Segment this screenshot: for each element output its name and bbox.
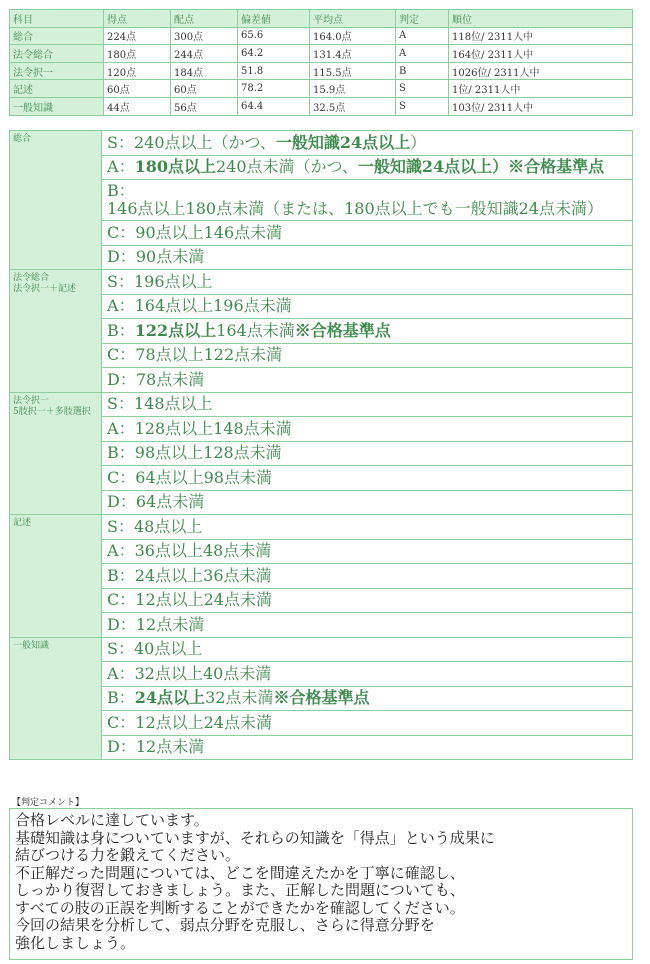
criteria-row	[10, 319, 633, 344]
criteria-row	[10, 270, 633, 295]
category-subtitle: 法令択一＋記述	[13, 284, 77, 294]
grade-letter: S	[107, 516, 118, 536]
criteria-row	[10, 515, 633, 540]
category-title: 記述	[13, 518, 32, 528]
score-cell: 60点	[104, 80, 171, 98]
criteria-text-bold: 180点以上	[134, 157, 216, 177]
deviation-cell: 78.2	[238, 80, 310, 98]
criteria-text-bold: 122点以上	[134, 320, 217, 340]
score-table	[9, 9, 633, 116]
criteria-row	[10, 180, 633, 221]
subject-cell: 総合	[10, 27, 104, 45]
comment-line: 強化しましょう。	[15, 933, 136, 952]
comment-label: 【判定コメント】	[12, 798, 85, 808]
criteria-item: B：24点以上32点未満※合格基準点	[102, 686, 633, 711]
rank-cell: 103位/ 2311人中	[449, 97, 633, 115]
comment-line: 合格レベルに達しています。	[15, 811, 209, 829]
criteria-item: A：128点以上148点未満	[102, 417, 633, 442]
category-title: 総合	[13, 134, 32, 144]
criteria-item: B：98点以上128点未満	[102, 441, 633, 466]
criteria-item: S：48点以上	[102, 515, 633, 540]
table-row	[10, 62, 633, 80]
average-cell: 32.5点	[310, 97, 396, 115]
criteria-text: 64点未満	[135, 492, 205, 512]
criteria-item: S：40点以上	[102, 637, 633, 662]
criteria-text: 32点未満	[205, 688, 274, 708]
criteria-row	[10, 131, 633, 156]
criteria-text: 12点以上24点未満	[135, 712, 272, 732]
table-row	[10, 45, 633, 63]
comment-line: すべての肢の正誤を判断することができたかを確認してください。	[15, 898, 465, 917]
criteria-text-bold: ※合格基準点	[294, 320, 391, 340]
score-cell: 120点	[104, 62, 171, 80]
criteria-item: C：12点以上24点未満	[102, 711, 633, 736]
grade-letter: D	[107, 369, 120, 389]
criteria-row	[10, 466, 633, 491]
criteria-text: 40点以上	[133, 639, 203, 659]
criteria-row	[10, 637, 633, 662]
header-rank: 順位	[449, 10, 633, 28]
grade-letter: B	[107, 181, 119, 200]
criteria-item: S：196点以上	[102, 270, 633, 295]
subject-cell: 法令択一	[10, 62, 104, 80]
grade-cell: S	[396, 80, 449, 98]
grade-letter: S	[107, 271, 118, 291]
max-cell: 56点	[171, 97, 238, 115]
deviation-cell: 51.8	[238, 62, 310, 80]
criteria-item: S：240点以上（かつ、一般知識24点以上）	[102, 131, 633, 156]
rank-cell: 1位/ 2311人中	[449, 80, 633, 98]
grade-letter: C	[107, 712, 120, 732]
criteria-item: D：12点未満	[102, 613, 633, 638]
grade-letter: A	[107, 418, 119, 438]
criteria-category	[10, 637, 102, 760]
average-cell: 15.9点	[310, 80, 396, 98]
header-grade: 判定	[396, 10, 449, 28]
criteria-text-bold: 一般知識24点以上）※合格基準点	[357, 157, 605, 177]
criteria-item: C：90点以上146点未満	[102, 221, 633, 246]
comment-line: 不正解だった問題については、どこを間違えたかを丁寧に確認し、	[15, 863, 465, 882]
average-cell: 115.5点	[310, 62, 396, 80]
criteria-text: 128点以上148点未満	[134, 418, 292, 438]
score-cell: 180点	[104, 45, 171, 63]
average-cell: 131.4点	[310, 45, 396, 63]
criteria-text: 64点以上98点未満	[135, 467, 272, 487]
category-subtitle: 5肢択一＋多肢選択	[13, 406, 91, 417]
criteria-item: S：148点以上	[102, 392, 633, 417]
criteria-category	[10, 270, 102, 393]
criteria-item: C：78点以上122点未満	[102, 343, 633, 368]
deviation-cell: 65.6	[238, 27, 310, 45]
grade-letter: B	[107, 320, 119, 340]
criteria-item: D：12点未満	[102, 735, 633, 760]
grade-letter: A	[107, 541, 119, 561]
criteria-text: 12点以上24点未満	[135, 590, 272, 610]
criteria-row	[10, 564, 633, 589]
grade-cell: A	[396, 27, 449, 45]
criteria-text: 164点以上196点未満	[134, 296, 292, 316]
criteria-item: A：36点以上48点未満	[102, 539, 633, 564]
max-cell: 300点	[171, 27, 238, 45]
average-cell: 164.0点	[310, 27, 396, 45]
grade-letter: B	[107, 688, 119, 708]
criteria-item: C：12点以上24点未満	[102, 588, 633, 613]
header-max: 配点	[171, 10, 238, 28]
grade-letter: C	[107, 590, 120, 610]
rank-cell: 164位/ 2311人中	[449, 45, 633, 63]
grade-letter: D	[107, 247, 120, 267]
grade-letter: D	[107, 492, 120, 512]
criteria-row	[10, 735, 633, 760]
table-row	[10, 80, 633, 98]
criteria-text: 98点以上128点未満	[134, 443, 282, 463]
criteria-row	[10, 588, 633, 613]
criteria-row	[10, 441, 633, 466]
subject-cell: 一般知識	[10, 97, 104, 115]
criteria-category	[10, 131, 102, 270]
criteria-row	[10, 613, 633, 638]
grade-letter: S	[107, 639, 118, 659]
comment-line: 基礎知識は身についていますが、それらの知識を「得点」という成果に	[15, 828, 495, 847]
criteria-text: 164点未満	[216, 320, 295, 340]
grade-letter: S	[107, 394, 118, 414]
criteria-text: 90点未満	[135, 247, 205, 267]
comment-line: 結びつける力を鍛えてください。	[15, 846, 241, 864]
criteria-row	[10, 155, 633, 180]
comment-box	[9, 808, 633, 960]
criteria-text: 32点以上40点未満	[134, 663, 272, 683]
criteria-item: A：32点以上40点未満	[102, 662, 633, 687]
grade-letter: D	[107, 737, 120, 757]
grade-letter: A	[107, 663, 119, 683]
criteria-item: B：122点以上164点未満※合格基準点	[102, 319, 633, 344]
criteria-text: 78点未満	[135, 369, 205, 389]
criteria-item: A：180点以上240点未満（かつ、一般知識24点以上）※合格基準点	[102, 155, 633, 180]
criteria-category	[10, 392, 102, 515]
rank-cell: 1026位/ 2311人中	[449, 62, 633, 80]
comment-line: しっかり復習しておきましょう。また、正解した問題についても、	[15, 881, 465, 899]
grade-letter: B	[107, 443, 119, 463]
grade-letter: C	[107, 467, 120, 487]
subject-cell: 記述	[10, 80, 104, 98]
criteria-row	[10, 392, 633, 417]
criteria-text-bold: ※合格基準点	[273, 688, 370, 708]
criteria-text: 146点以上180点未満（または、180点以上でも一般知識24点未満）	[107, 199, 603, 218]
table-row	[10, 97, 633, 115]
criteria-text: 240点未満（かつ、	[215, 157, 358, 177]
criteria-item: B：146点以上180点未満（または、180点以上でも一般知識24点未満）	[102, 180, 633, 221]
grade-letter: C	[107, 222, 120, 242]
criteria-text-bold: 一般知識24点以上	[275, 132, 411, 152]
grade-letter: B	[107, 565, 119, 585]
criteria-item: D：64点未満	[102, 490, 633, 515]
criteria-text: 90点以上146点未満	[135, 222, 283, 242]
criteria-text: 36点以上48点未満	[134, 541, 272, 561]
criteria-text: 12点未満	[135, 614, 205, 634]
criteria-row	[10, 245, 633, 270]
criteria-text: 12点未満	[135, 737, 205, 757]
header-average: 平均点	[310, 10, 396, 28]
criteria-text-bold: 24点以上	[134, 688, 206, 708]
criteria-text: 24点以上36点未満	[134, 565, 272, 585]
criteria-row	[10, 417, 633, 442]
criteria-text: 78点以上122点未満	[135, 345, 283, 365]
grade-letter: C	[107, 345, 120, 365]
grade-letter: A	[107, 157, 119, 177]
grade-letter: D	[107, 614, 120, 634]
criteria-row	[10, 686, 633, 711]
criteria-item: D：78点未満	[102, 368, 633, 393]
criteria-row	[10, 221, 633, 246]
score-table-header	[10, 10, 633, 28]
criteria-text: ）	[410, 132, 427, 152]
criteria-row	[10, 294, 633, 319]
rank-cell: 118位/ 2311人中	[449, 27, 633, 45]
deviation-cell: 64.4	[238, 97, 310, 115]
criteria-row	[10, 343, 633, 368]
subject-cell: 法令総合	[10, 45, 104, 63]
header-deviation: 偏差値	[238, 10, 310, 28]
criteria-row	[10, 539, 633, 564]
criteria-table	[9, 130, 633, 760]
header-score: 得点	[104, 10, 171, 28]
max-cell: 244点	[171, 45, 238, 63]
criteria-row	[10, 711, 633, 736]
table-row	[10, 27, 633, 45]
score-cell: 44点	[104, 97, 171, 115]
criteria-item: A：164点以上196点未満	[102, 294, 633, 319]
criteria-text: 240点以上（かつ、	[133, 132, 276, 152]
category-title: 法令総合	[13, 273, 50, 283]
grade-cell: B	[396, 62, 449, 80]
header-subject: 科目	[10, 10, 104, 28]
score-cell: 224点	[104, 27, 171, 45]
max-cell: 60点	[171, 80, 238, 98]
criteria-item: D：90点未満	[102, 245, 633, 270]
criteria-item: B：24点以上36点未満	[102, 564, 633, 589]
category-title: 法令択一	[13, 395, 50, 406]
criteria-text: 148点以上	[133, 394, 213, 414]
criteria-row	[10, 490, 633, 515]
grade-letter: S	[107, 132, 118, 152]
grade-cell: A	[396, 45, 449, 63]
grade-letter: A	[107, 296, 119, 316]
category-title: 一般知識	[13, 640, 50, 651]
criteria-text: 48点以上	[133, 516, 203, 536]
comment-line: 今回の結果を分析して、弱点分野を克服し、さらに得意分野を	[15, 916, 435, 934]
criteria-item: C：64点以上98点未満	[102, 466, 633, 491]
criteria-text: 196点以上	[133, 271, 213, 291]
criteria-category	[10, 515, 102, 638]
max-cell: 184点	[171, 62, 238, 80]
criteria-row	[10, 368, 633, 393]
criteria-row	[10, 662, 633, 687]
grade-cell: S	[396, 97, 449, 115]
deviation-cell: 64.2	[238, 45, 310, 63]
